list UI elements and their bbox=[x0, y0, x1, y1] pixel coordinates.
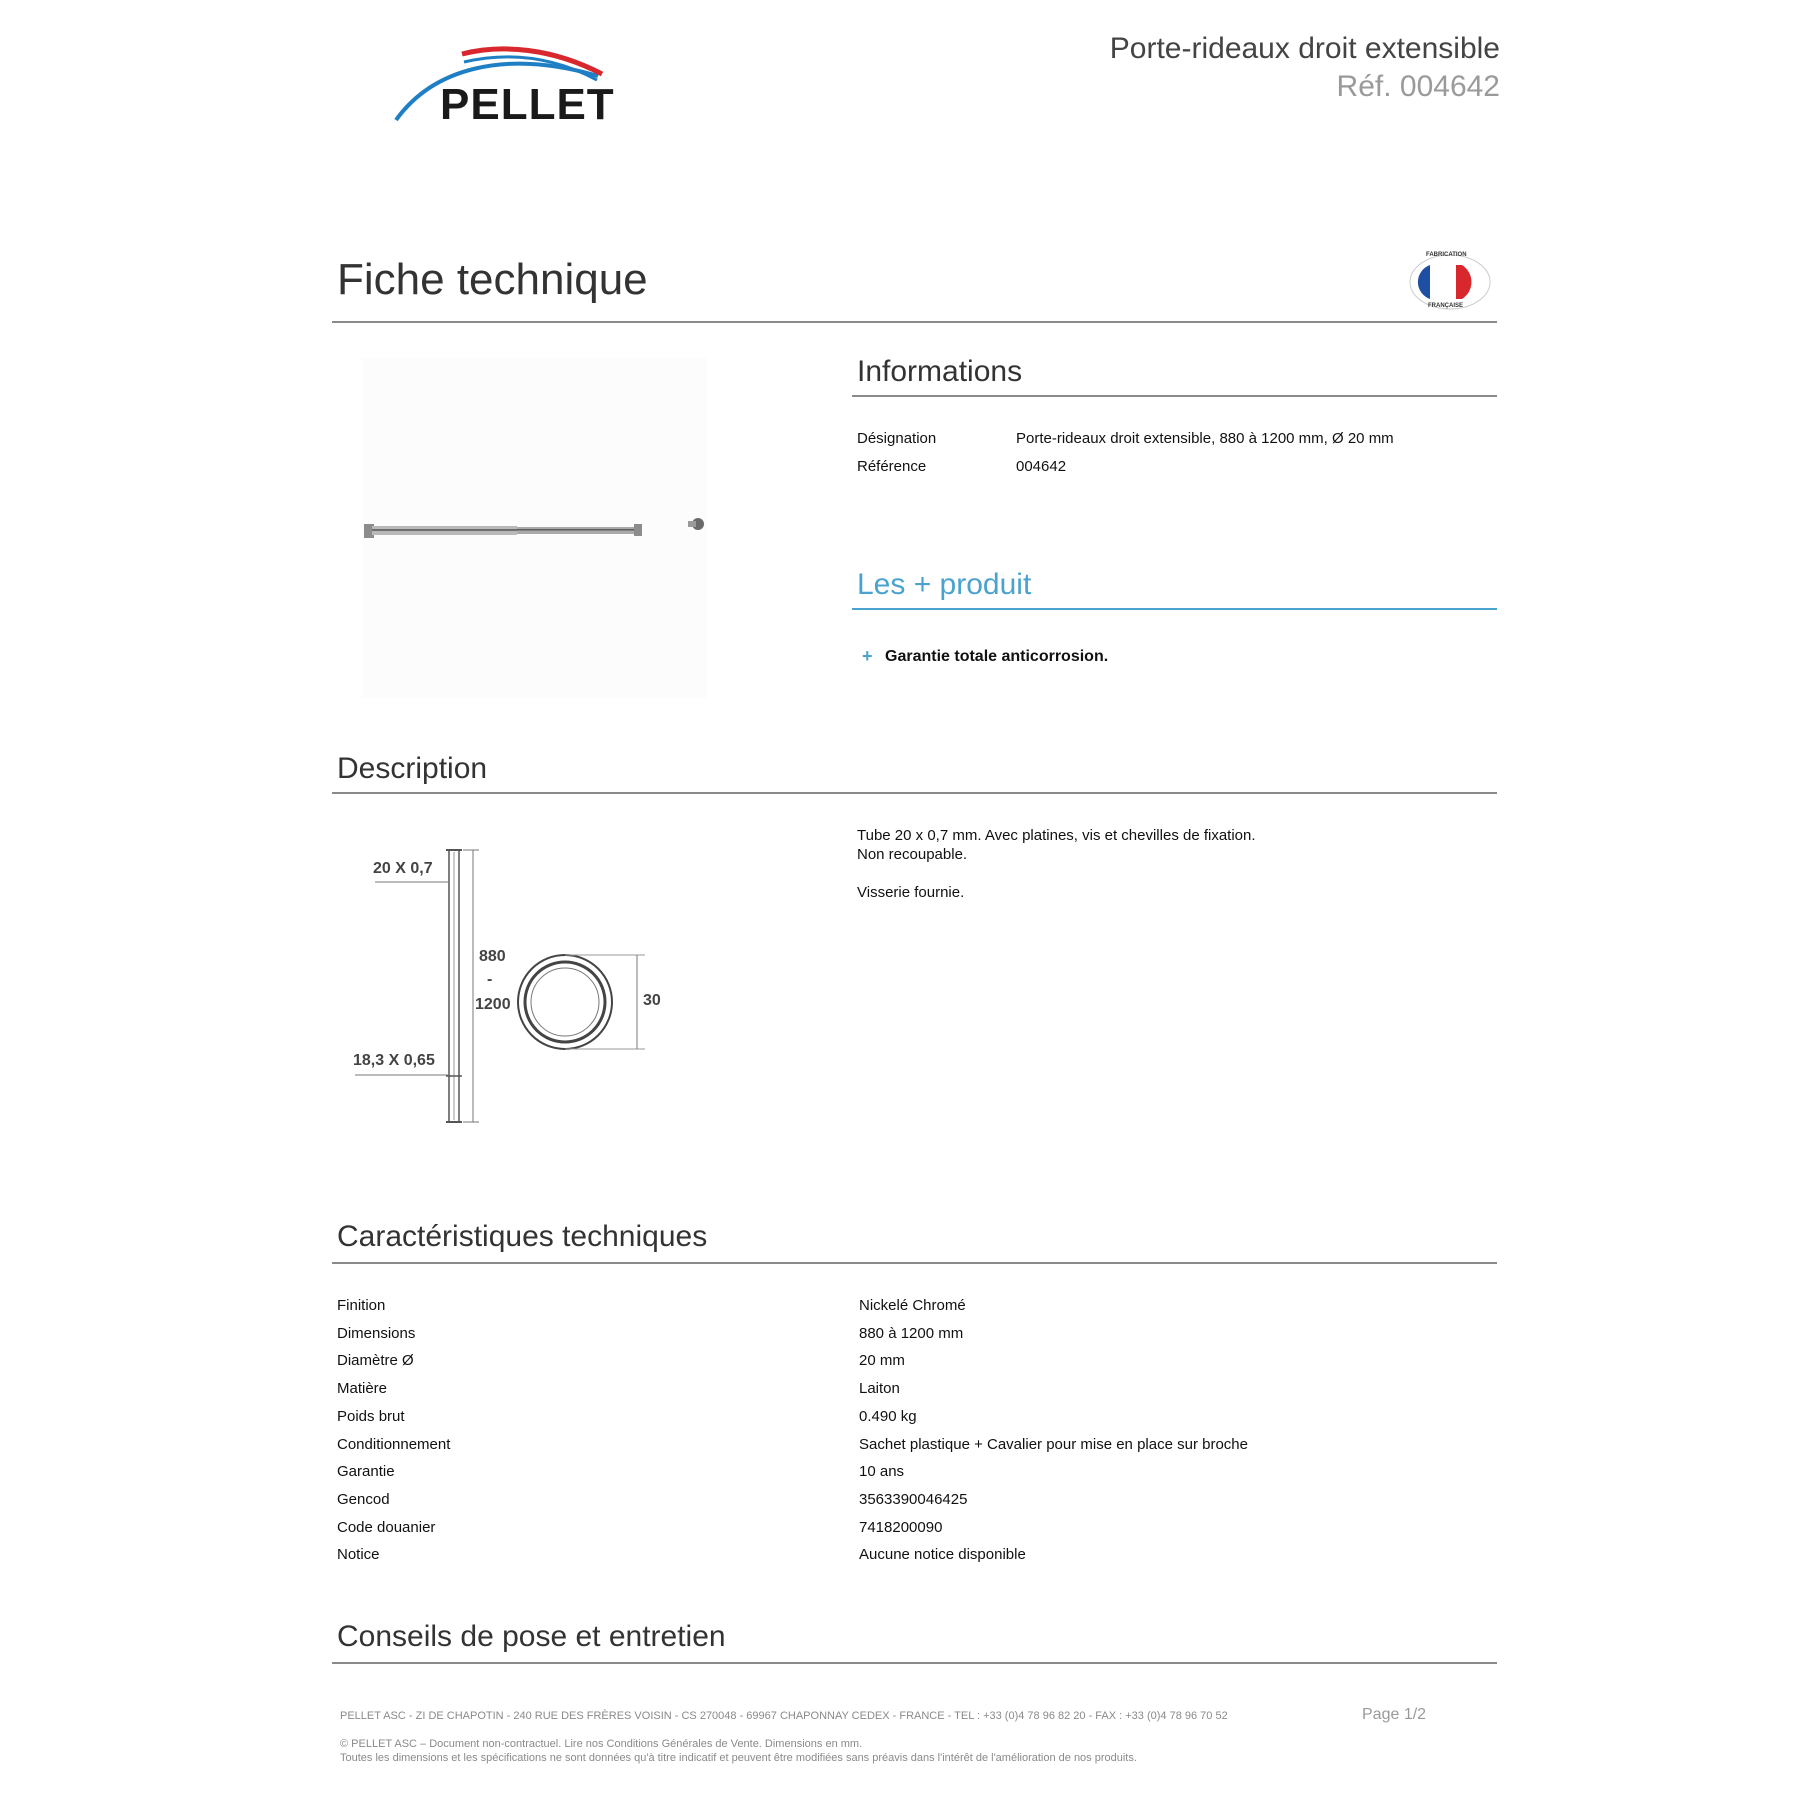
dim-length-max: 1200 bbox=[475, 996, 511, 1013]
title-divider bbox=[332, 321, 1497, 323]
spec-label: Dimensions bbox=[337, 1324, 416, 1342]
logo-text: PELLET bbox=[440, 80, 615, 129]
page-number: Page 1/2 bbox=[1362, 1706, 1427, 1723]
spec-value: Aucune notice disponible bbox=[859, 1546, 1026, 1564]
description-line-1: Tube 20 x 0,7 mm. Avec platines, vis et chevilles de fixation. bbox=[857, 827, 1256, 844]
page-title: Fiche technique bbox=[337, 255, 648, 304]
footer-legal-1: © PELLET ASC – Document non-contractuel. Lire nos Conditions Générales de Vente. Dimensions en mm. bbox=[340, 1738, 863, 1750]
spec-value: Sachet plastique + Cavalier pour mise en place sur broche bbox=[859, 1435, 1248, 1453]
spec-label: Gencod bbox=[337, 1490, 390, 1508]
info-label-reference: Référence bbox=[857, 458, 927, 475]
spec-label: Poids brut bbox=[337, 1407, 405, 1425]
pellet-logo bbox=[392, 40, 642, 130]
caracteristiques-table bbox=[337, 1297, 1497, 1577]
caracteristiques-heading: Caractéristiques techniques bbox=[337, 1220, 708, 1253]
spec-value: 880 à 1200 mm bbox=[859, 1324, 964, 1342]
spec-value: 20 mm bbox=[859, 1352, 905, 1370]
description-heading: Description bbox=[337, 752, 488, 785]
plus-produit-divider bbox=[852, 608, 1497, 610]
fabrication-francaise-badge bbox=[1408, 253, 1492, 311]
product-title: Porte-rideaux droit extensible bbox=[1109, 32, 1500, 65]
informations-heading: Informations bbox=[857, 355, 1023, 388]
plus-produit-heading: Les + produit bbox=[857, 568, 1032, 601]
technical-drawing bbox=[345, 840, 675, 1140]
info-value-designation: Porte-rideaux droit extensible, 880 à 1200 mm, Ø 20 mm bbox=[1016, 430, 1394, 447]
spec-label: Garantie bbox=[337, 1463, 395, 1481]
spec-label: Diamètre Ø bbox=[337, 1352, 414, 1370]
product-image bbox=[362, 358, 707, 698]
dim-diameter: 30 bbox=[643, 992, 661, 1009]
product-reference: Réf. 004642 bbox=[1336, 70, 1500, 103]
spec-label: Notice bbox=[337, 1546, 380, 1564]
dim-length-sep: - bbox=[487, 971, 493, 988]
info-label-designation: Désignation bbox=[857, 430, 937, 447]
conseils-divider bbox=[332, 1662, 1497, 1664]
caracteristiques-divider bbox=[332, 1262, 1497, 1264]
dim-tube-bottom: 18,3 X 0,65 bbox=[353, 1052, 435, 1069]
badge-top-text: FABRICATION bbox=[1426, 252, 1467, 258]
description-line-2: Non recoupable. bbox=[857, 846, 968, 863]
dim-tube-top: 20 X 0,7 bbox=[373, 860, 433, 877]
plus-icon: + bbox=[862, 646, 873, 666]
spec-label: Code douanier bbox=[337, 1518, 436, 1536]
dim-length-min: 880 bbox=[479, 948, 506, 965]
spec-value: Nickelé Chromé bbox=[859, 1297, 966, 1314]
spec-value: 3563390046425 bbox=[859, 1490, 968, 1508]
conseils-heading: Conseils de pose et entretien bbox=[337, 1620, 726, 1653]
description-divider bbox=[332, 792, 1497, 794]
spec-value: 7418200090 bbox=[859, 1518, 943, 1536]
badge-bottom-text: FRANÇAISE bbox=[1428, 303, 1464, 309]
spec-label: Matière bbox=[337, 1380, 388, 1398]
spec-label: Conditionnement bbox=[337, 1435, 451, 1453]
spec-value: 0.490 kg bbox=[859, 1407, 917, 1425]
plus-produit-item: Garantie totale anticorrosion. bbox=[885, 648, 1109, 665]
footer-legal-2: Toutes les dimensions et les spécifications ne sont données qu'à titre indicatif et peuvent être modifiées sans préavis dans l'intérêt de l'amélioration de nos produits. bbox=[340, 1752, 1137, 1764]
description-extra: Visserie fournie. bbox=[857, 884, 965, 901]
spec-label: Finition bbox=[337, 1297, 386, 1314]
informations-divider bbox=[852, 395, 1497, 397]
spec-value: 10 ans bbox=[859, 1463, 905, 1481]
spec-value: Laiton bbox=[859, 1380, 900, 1398]
footer-address: PELLET ASC - ZI DE CHAPOTIN - 240 RUE DES FRÈRES VOISIN - CS 270048 - 69967 CHAPONNAY CEDEX - FRANCE - TEL : +33 (0)4 78 96 82 20 - FAX : +33 (0)4 78 96 70 52 bbox=[340, 1710, 1228, 1722]
info-value-reference: 004642 bbox=[1016, 458, 1067, 475]
